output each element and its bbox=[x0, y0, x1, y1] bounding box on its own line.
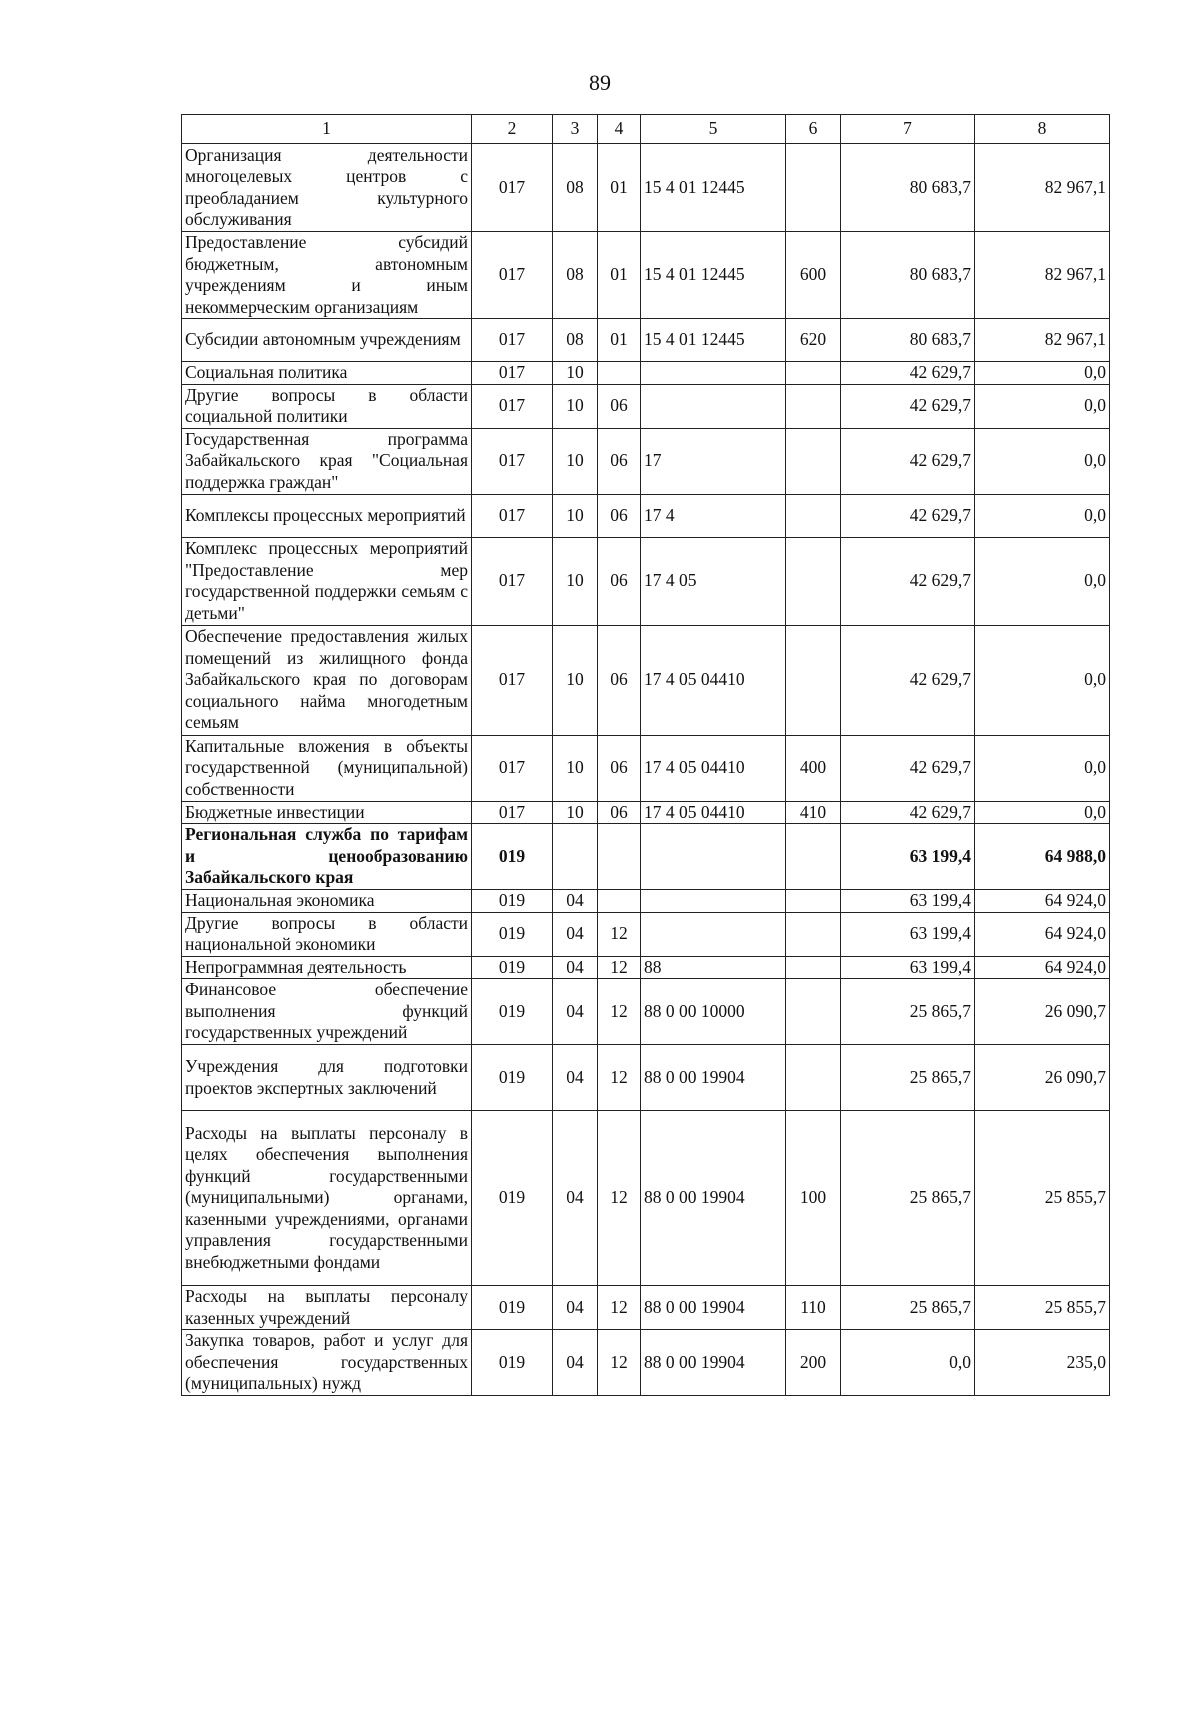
row-name-cell: Субсидии автономным учреждениям bbox=[182, 319, 472, 362]
row-target-article-cell: 15 4 01 12445 bbox=[641, 144, 786, 232]
row-subsection-code-cell: 01 bbox=[598, 144, 641, 232]
table-row bbox=[182, 956, 1110, 979]
row-target-article-cell bbox=[641, 890, 786, 913]
row-chapter-code-cell: 017 bbox=[472, 537, 553, 625]
row-chapter-code-cell: 017 bbox=[472, 144, 553, 232]
table-row bbox=[182, 144, 1110, 232]
row-amount-col7-cell: 25 865,7 bbox=[841, 979, 975, 1045]
row-subsection-code-cell bbox=[598, 362, 641, 385]
column-number-header-row bbox=[182, 115, 1110, 144]
row-subsection-code-cell: 06 bbox=[598, 801, 641, 824]
row-target-article-cell: 88 0 00 19904 bbox=[641, 1286, 786, 1330]
row-chapter-code-cell: 017 bbox=[472, 232, 553, 319]
row-subsection-code-cell bbox=[598, 824, 641, 890]
row-section-code-cell bbox=[553, 824, 598, 890]
row-name-cell: Комплекс процессных мероприятий "Предоставление мер государственной поддержки семьям с детьми" bbox=[182, 537, 472, 625]
row-target-article-cell bbox=[641, 912, 786, 956]
table-body bbox=[182, 144, 1110, 1396]
row-expense-type-cell: 100 bbox=[786, 1111, 841, 1286]
row-section-code-cell: 04 bbox=[553, 956, 598, 979]
row-chapter-code-cell: 017 bbox=[472, 494, 553, 537]
row-amount-col8-cell: 0,0 bbox=[975, 494, 1110, 537]
row-chapter-code-cell: 017 bbox=[472, 625, 553, 735]
row-chapter-code-cell: 019 bbox=[472, 824, 553, 890]
budget-table bbox=[181, 114, 1110, 1396]
row-expense-type-cell: 400 bbox=[786, 735, 841, 801]
row-amount-col7-cell: 42 629,7 bbox=[841, 625, 975, 735]
row-chapter-code-cell: 019 bbox=[472, 1286, 553, 1330]
table-row bbox=[182, 735, 1110, 801]
row-section-code-cell: 04 bbox=[553, 1045, 598, 1111]
row-expense-type-cell bbox=[786, 428, 841, 494]
row-name-cell: Бюджетные инвестиции bbox=[182, 801, 472, 824]
row-name-cell: Другие вопросы в области социальной политики bbox=[182, 384, 472, 428]
row-section-code-cell: 04 bbox=[553, 979, 598, 1045]
row-section-code-cell: 04 bbox=[553, 1111, 598, 1286]
row-target-article-cell bbox=[641, 384, 786, 428]
row-amount-col7-cell: 63 199,4 bbox=[841, 890, 975, 913]
table-row bbox=[182, 428, 1110, 494]
row-subsection-code-cell: 06 bbox=[598, 494, 641, 537]
row-chapter-code-cell: 017 bbox=[472, 319, 553, 362]
row-amount-col8-cell: 0,0 bbox=[975, 428, 1110, 494]
row-target-article-cell: 88 0 00 10000 bbox=[641, 979, 786, 1045]
row-expense-type-cell bbox=[786, 890, 841, 913]
row-subsection-code-cell: 01 bbox=[598, 232, 641, 319]
row-section-code-cell: 04 bbox=[553, 1286, 598, 1330]
row-name-cell: Учреждения для подготовки проектов экспертных заключений bbox=[182, 1045, 472, 1111]
table-row bbox=[182, 1045, 1110, 1111]
row-subsection-code-cell: 12 bbox=[598, 979, 641, 1045]
row-subsection-code-cell: 06 bbox=[598, 384, 641, 428]
row-amount-col7-cell: 42 629,7 bbox=[841, 735, 975, 801]
row-chapter-code-cell: 019 bbox=[472, 890, 553, 913]
row-amount-col8-cell: 25 855,7 bbox=[975, 1111, 1110, 1286]
row-target-article-cell: 88 0 00 19904 bbox=[641, 1045, 786, 1111]
column-header: 3 bbox=[553, 115, 598, 144]
row-section-code-cell: 08 bbox=[553, 232, 598, 319]
row-amount-col7-cell: 42 629,7 bbox=[841, 362, 975, 385]
row-amount-col8-cell: 82 967,1 bbox=[975, 232, 1110, 319]
table-row bbox=[182, 979, 1110, 1045]
row-amount-col8-cell: 64 924,0 bbox=[975, 912, 1110, 956]
row-subsection-code-cell: 06 bbox=[598, 428, 641, 494]
row-subsection-code-cell: 12 bbox=[598, 1330, 641, 1396]
row-section-code-cell: 04 bbox=[553, 890, 598, 913]
row-target-article-cell: 17 4 05 bbox=[641, 537, 786, 625]
row-amount-col8-cell: 26 090,7 bbox=[975, 979, 1110, 1045]
row-target-article-cell: 17 4 05 04410 bbox=[641, 735, 786, 801]
row-subsection-code-cell: 12 bbox=[598, 1111, 641, 1286]
column-header: 2 bbox=[472, 115, 553, 144]
column-header: 1 bbox=[182, 115, 472, 144]
row-section-code-cell: 10 bbox=[553, 362, 598, 385]
row-amount-col8-cell: 0,0 bbox=[975, 801, 1110, 824]
table-row bbox=[182, 1330, 1110, 1396]
row-amount-col7-cell: 63 199,4 bbox=[841, 824, 975, 890]
row-target-article-cell: 88 0 00 19904 bbox=[641, 1330, 786, 1396]
row-chapter-code-cell: 017 bbox=[472, 735, 553, 801]
row-chapter-code-cell: 017 bbox=[472, 428, 553, 494]
row-subsection-code-cell bbox=[598, 890, 641, 913]
row-chapter-code-cell: 017 bbox=[472, 362, 553, 385]
row-subsection-code-cell: 12 bbox=[598, 1286, 641, 1330]
table-row bbox=[182, 1111, 1110, 1286]
row-section-code-cell: 08 bbox=[553, 144, 598, 232]
row-expense-type-cell bbox=[786, 144, 841, 232]
row-expense-type-cell bbox=[786, 362, 841, 385]
row-expense-type-cell: 410 bbox=[786, 801, 841, 824]
row-section-code-cell: 04 bbox=[553, 912, 598, 956]
row-section-code-cell: 10 bbox=[553, 801, 598, 824]
row-subsection-code-cell: 06 bbox=[598, 537, 641, 625]
table-row bbox=[182, 1286, 1110, 1330]
row-section-code-cell: 10 bbox=[553, 384, 598, 428]
row-amount-col7-cell: 0,0 bbox=[841, 1330, 975, 1396]
row-amount-col8-cell: 26 090,7 bbox=[975, 1045, 1110, 1111]
table-row bbox=[182, 537, 1110, 625]
row-amount-col7-cell: 42 629,7 bbox=[841, 428, 975, 494]
row-chapter-code-cell: 019 bbox=[472, 1111, 553, 1286]
row-amount-col8-cell: 64 924,0 bbox=[975, 890, 1110, 913]
row-amount-col7-cell: 25 865,7 bbox=[841, 1045, 975, 1111]
row-expense-type-cell bbox=[786, 384, 841, 428]
row-name-cell: Региональная служба по тарифам и ценообразованию Забайкальского края bbox=[182, 824, 472, 890]
row-expense-type-cell bbox=[786, 1045, 841, 1111]
row-subsection-code-cell: 12 bbox=[598, 1045, 641, 1111]
row-subsection-code-cell: 12 bbox=[598, 956, 641, 979]
row-section-code-cell: 10 bbox=[553, 537, 598, 625]
row-target-article-cell: 88 0 00 19904 bbox=[641, 1111, 786, 1286]
row-subsection-code-cell: 12 bbox=[598, 912, 641, 956]
table-row bbox=[182, 232, 1110, 319]
table-row bbox=[182, 362, 1110, 385]
column-header: 6 bbox=[786, 115, 841, 144]
column-header: 8 bbox=[975, 115, 1110, 144]
row-name-cell: Комплексы процессных мероприятий bbox=[182, 494, 472, 537]
page-number: 89 bbox=[589, 70, 611, 95]
row-expense-type-cell: 110 bbox=[786, 1286, 841, 1330]
row-name-cell: Непрограммная деятельность bbox=[182, 956, 472, 979]
row-amount-col8-cell: 25 855,7 bbox=[975, 1286, 1110, 1330]
row-subsection-code-cell: 01 bbox=[598, 319, 641, 362]
row-target-article-cell: 15 4 01 12445 bbox=[641, 319, 786, 362]
row-expense-type-cell bbox=[786, 979, 841, 1045]
row-amount-col7-cell: 80 683,7 bbox=[841, 144, 975, 232]
row-amount-col7-cell: 63 199,4 bbox=[841, 956, 975, 979]
row-amount-col7-cell: 25 865,7 bbox=[841, 1111, 975, 1286]
row-amount-col8-cell: 0,0 bbox=[975, 537, 1110, 625]
row-amount-col8-cell: 0,0 bbox=[975, 362, 1110, 385]
table-row bbox=[182, 319, 1110, 362]
row-name-cell: Национальная экономика bbox=[182, 890, 472, 913]
row-amount-col8-cell: 0,0 bbox=[975, 384, 1110, 428]
row-chapter-code-cell: 017 bbox=[472, 384, 553, 428]
row-amount-col8-cell: 235,0 bbox=[975, 1330, 1110, 1396]
column-header: 7 bbox=[841, 115, 975, 144]
table-row bbox=[182, 494, 1110, 537]
row-amount-col8-cell: 64 988,0 bbox=[975, 824, 1110, 890]
row-amount-col7-cell: 80 683,7 bbox=[841, 319, 975, 362]
row-amount-col7-cell: 42 629,7 bbox=[841, 494, 975, 537]
row-amount-col7-cell: 63 199,4 bbox=[841, 912, 975, 956]
row-expense-type-cell bbox=[786, 494, 841, 537]
row-amount-col7-cell: 42 629,7 bbox=[841, 384, 975, 428]
row-expense-type-cell bbox=[786, 912, 841, 956]
table-row bbox=[182, 625, 1110, 735]
row-target-article-cell: 17 4 05 04410 bbox=[641, 801, 786, 824]
row-section-code-cell: 08 bbox=[553, 319, 598, 362]
row-expense-type-cell bbox=[786, 537, 841, 625]
column-header: 5 bbox=[641, 115, 786, 144]
row-amount-col7-cell: 80 683,7 bbox=[841, 232, 975, 319]
row-amount-col7-cell: 42 629,7 bbox=[841, 801, 975, 824]
row-name-cell: Расходы на выплаты персоналу казенных учреждений bbox=[182, 1286, 472, 1330]
row-chapter-code-cell: 019 bbox=[472, 979, 553, 1045]
row-name-cell: Капитальные вложения в объекты государственной (муниципальной) собственности bbox=[182, 735, 472, 801]
row-target-article-cell: 17 bbox=[641, 428, 786, 494]
row-subsection-code-cell: 06 bbox=[598, 735, 641, 801]
table-row bbox=[182, 890, 1110, 913]
row-name-cell: Социальная политика bbox=[182, 362, 472, 385]
row-expense-type-cell bbox=[786, 824, 841, 890]
row-amount-col7-cell: 42 629,7 bbox=[841, 537, 975, 625]
row-name-cell: Организация деятельности многоцелевых центров с преобладанием культурного обслуживания bbox=[182, 144, 472, 232]
row-amount-col8-cell: 82 967,1 bbox=[975, 319, 1110, 362]
row-section-code-cell: 10 bbox=[553, 494, 598, 537]
row-expense-type-cell: 600 bbox=[786, 232, 841, 319]
row-name-cell: Расходы на выплаты персоналу в целях обеспечения выполнения функций государственными (муниципальными) органами, казенными учреждениями, органами управления государственными внебюджетными фондами bbox=[182, 1111, 472, 1286]
row-section-code-cell: 04 bbox=[553, 1330, 598, 1396]
row-target-article-cell bbox=[641, 362, 786, 385]
table-row bbox=[182, 912, 1110, 956]
row-name-cell: Государственная программа Забайкальского края "Социальная поддержка граждан" bbox=[182, 428, 472, 494]
row-chapter-code-cell: 019 bbox=[472, 912, 553, 956]
table-row bbox=[182, 801, 1110, 824]
row-expense-type-cell: 200 bbox=[786, 1330, 841, 1396]
row-target-article-cell: 88 bbox=[641, 956, 786, 979]
row-target-article-cell: 15 4 01 12445 bbox=[641, 232, 786, 319]
row-amount-col8-cell: 64 924,0 bbox=[975, 956, 1110, 979]
row-chapter-code-cell: 017 bbox=[472, 801, 553, 824]
row-name-cell: Предоставление субсидий бюджетным, автономным учреждениям и иным некоммерческим организациям bbox=[182, 232, 472, 319]
row-expense-type-cell bbox=[786, 625, 841, 735]
row-chapter-code-cell: 019 bbox=[472, 1045, 553, 1111]
row-amount-col8-cell: 82 967,1 bbox=[975, 144, 1110, 232]
row-amount-col8-cell: 0,0 bbox=[975, 735, 1110, 801]
row-section-code-cell: 10 bbox=[553, 735, 598, 801]
row-amount-col7-cell: 25 865,7 bbox=[841, 1286, 975, 1330]
row-expense-type-cell: 620 bbox=[786, 319, 841, 362]
row-name-cell: Финансовое обеспечение выполнения функций государственных учреждений bbox=[182, 979, 472, 1045]
row-section-code-cell: 10 bbox=[553, 625, 598, 735]
row-name-cell: Обеспечение предоставления жилых помещений из жилищного фонда Забайкальского края по договорам социального найма многодетным семьям bbox=[182, 625, 472, 735]
row-target-article-cell: 17 4 bbox=[641, 494, 786, 537]
row-subsection-code-cell: 06 bbox=[598, 625, 641, 735]
row-name-cell: Другие вопросы в области национальной экономики bbox=[182, 912, 472, 956]
column-header: 4 bbox=[598, 115, 641, 144]
row-chapter-code-cell: 019 bbox=[472, 956, 553, 979]
row-amount-col8-cell: 0,0 bbox=[975, 625, 1110, 735]
row-target-article-cell: 17 4 05 04410 bbox=[641, 625, 786, 735]
table-row bbox=[182, 824, 1110, 890]
row-expense-type-cell bbox=[786, 956, 841, 979]
row-chapter-code-cell: 019 bbox=[472, 1330, 553, 1396]
row-target-article-cell bbox=[641, 824, 786, 890]
table-row bbox=[182, 384, 1110, 428]
row-section-code-cell: 10 bbox=[553, 428, 598, 494]
row-name-cell: Закупка товаров, работ и услуг для обеспечения государственных (муниципальных) нужд bbox=[182, 1330, 472, 1396]
